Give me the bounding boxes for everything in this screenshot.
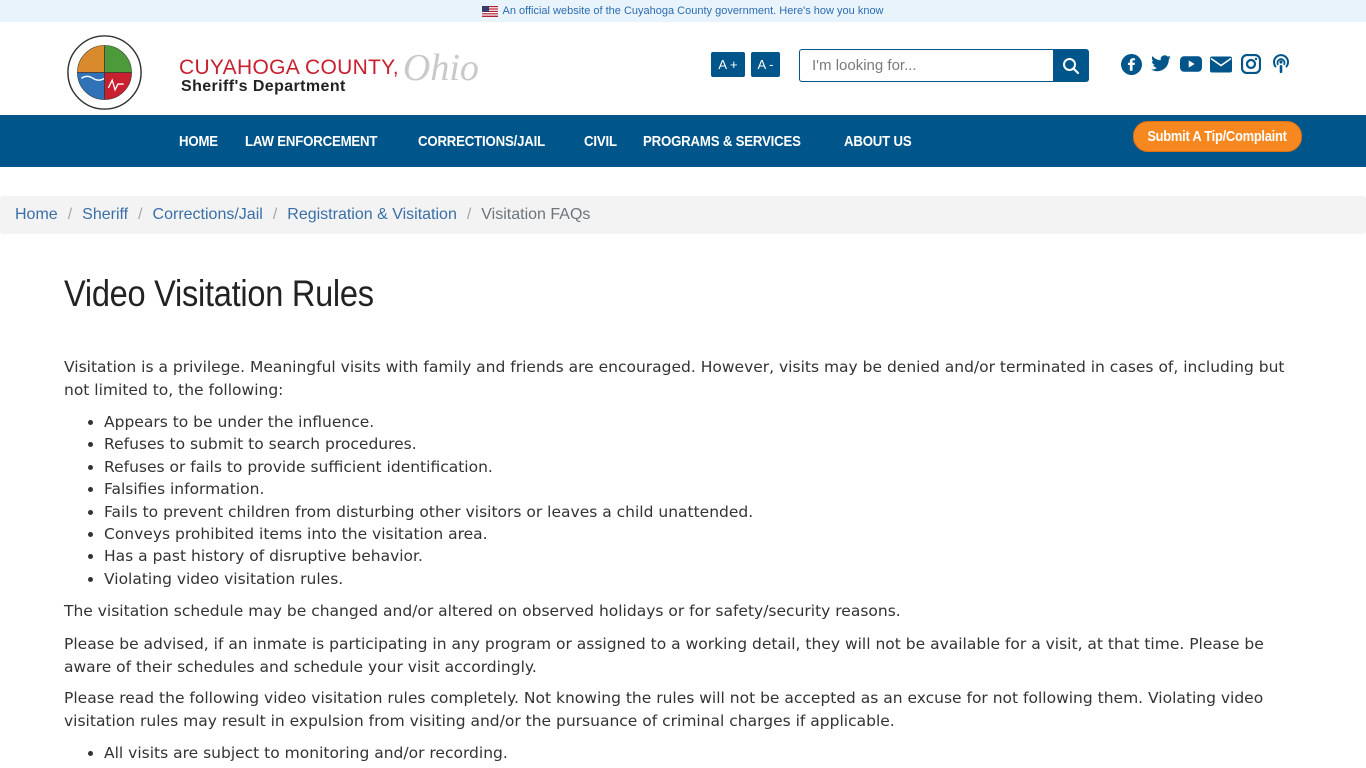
intro-paragraph: Visitation is a privilege. Meaningful visits with family and friends are encouraged. However, visits may be denied and/or terminated in cases of, including but not limited to, the following: bbox=[64, 358, 1285, 399]
advised-note: Please be advised, if an inmate is participating in any program or assigned to a working detail, they will not be available for a visit, at that time. Please be aware of their schedules and schedule your visit accordingly. bbox=[64, 635, 1264, 676]
breadcrumb-registration-visitation[interactable]: Registration & Visitation bbox=[287, 206, 457, 223]
nav-item-law-enforcement[interactable]: LAW ENFORCEMENT bbox=[245, 132, 378, 150]
nav-item-home[interactable]: HOME bbox=[179, 132, 218, 150]
county-seal-logo[interactable] bbox=[66, 34, 143, 111]
list-item: • Has a past history of disruptive behavior. bbox=[104, 545, 753, 567]
social-links bbox=[1120, 53, 1292, 75]
official-banner-text: An official website of the Cuyahoga County government. bbox=[502, 5, 777, 17]
list-item: • Falsifies information. bbox=[104, 478, 753, 500]
read-rules-note: Please read the following video visitation rules completely. Not knowing the rules will not be accepted as an excuse for not following them. Violating video visitation rules may result in expulsion from visiting and/or the pursuance of criminal charges if applicable. bbox=[64, 689, 1264, 730]
font-decrease-button[interactable]: A - bbox=[751, 52, 780, 77]
breadcrumb-separator: / bbox=[67, 206, 73, 223]
youtube-icon[interactable] bbox=[1180, 53, 1202, 75]
brand-state: Ohio bbox=[402, 47, 479, 89]
twitter-icon[interactable] bbox=[1150, 53, 1172, 75]
submit-tip-button[interactable] bbox=[1133, 121, 1302, 152]
breadcrumb-current: Visitation FAQs bbox=[481, 206, 591, 223]
breadcrumb bbox=[0, 196, 1366, 234]
search-icon bbox=[1062, 57, 1080, 75]
search-input[interactable] bbox=[799, 49, 1053, 82]
instagram-icon[interactable] bbox=[1240, 53, 1262, 75]
brand-department: Sheriff's Department bbox=[181, 78, 346, 95]
font-increase-button[interactable]: A + bbox=[711, 52, 745, 77]
list-item: • Appears to be under the influence. bbox=[104, 411, 753, 433]
list-item: • Conveys prohibited items into the visitation area. bbox=[104, 523, 753, 545]
main-content bbox=[64, 270, 1294, 762]
brand-county: CUYAHOGA COUNTY, bbox=[179, 56, 399, 79]
list-item: • Fails to prevent children from disturbing other visitors or leaves a child unattended. bbox=[104, 501, 753, 523]
search-button[interactable] bbox=[1053, 49, 1089, 82]
nav-item-civil[interactable]: CIVIL bbox=[583, 132, 617, 150]
nav-item-about-us[interactable]: ABOUT US bbox=[844, 132, 913, 150]
page-title: Video Visitation Rules bbox=[64, 273, 374, 314]
submit-tip-label: Submit A Tip/Complaint bbox=[1147, 128, 1288, 145]
email-icon[interactable] bbox=[1210, 53, 1232, 75]
site-brand[interactable] bbox=[179, 44, 479, 95]
video-rules-list bbox=[64, 742, 508, 764]
list-item: • Refuses or fails to provide sufficient identification. bbox=[104, 456, 753, 478]
podcast-icon[interactable] bbox=[1270, 53, 1292, 75]
breadcrumb-sheriff[interactable]: Sheriff bbox=[82, 206, 129, 223]
breadcrumb-separator: / bbox=[272, 206, 278, 223]
denial-reasons-list bbox=[64, 411, 753, 590]
schedule-note: The visitation schedule may be changed and/or altered on observed holidays or for safety/security reasons. bbox=[64, 602, 901, 620]
breadcrumb-separator: / bbox=[138, 206, 143, 223]
list-item: • Violating video visitation rules. bbox=[104, 568, 753, 590]
us-flag-icon bbox=[482, 6, 498, 17]
nav-items bbox=[179, 115, 943, 167]
breadcrumb-home[interactable]: Home bbox=[15, 206, 58, 223]
nav-item-programs-services[interactable]: PROGRAMS & SERVICES bbox=[643, 132, 801, 150]
breadcrumb-separator: / bbox=[466, 206, 472, 223]
nav-item-corrections-jail[interactable]: CORRECTIONS/JAIL bbox=[417, 132, 545, 150]
facebook-icon[interactable] bbox=[1120, 53, 1142, 75]
main-nav bbox=[0, 115, 1366, 167]
site-header bbox=[0, 22, 1366, 115]
how-you-know-link[interactable]: Here's how you know bbox=[779, 5, 884, 17]
list-item: • All visits are subject to monitoring and/or recording. bbox=[104, 742, 508, 764]
search-form bbox=[799, 49, 1089, 82]
breadcrumb-corrections-jail[interactable]: Corrections/Jail bbox=[152, 206, 263, 223]
list-item: • Refuses to submit to search procedures. bbox=[104, 433, 753, 455]
official-banner bbox=[0, 0, 1366, 22]
